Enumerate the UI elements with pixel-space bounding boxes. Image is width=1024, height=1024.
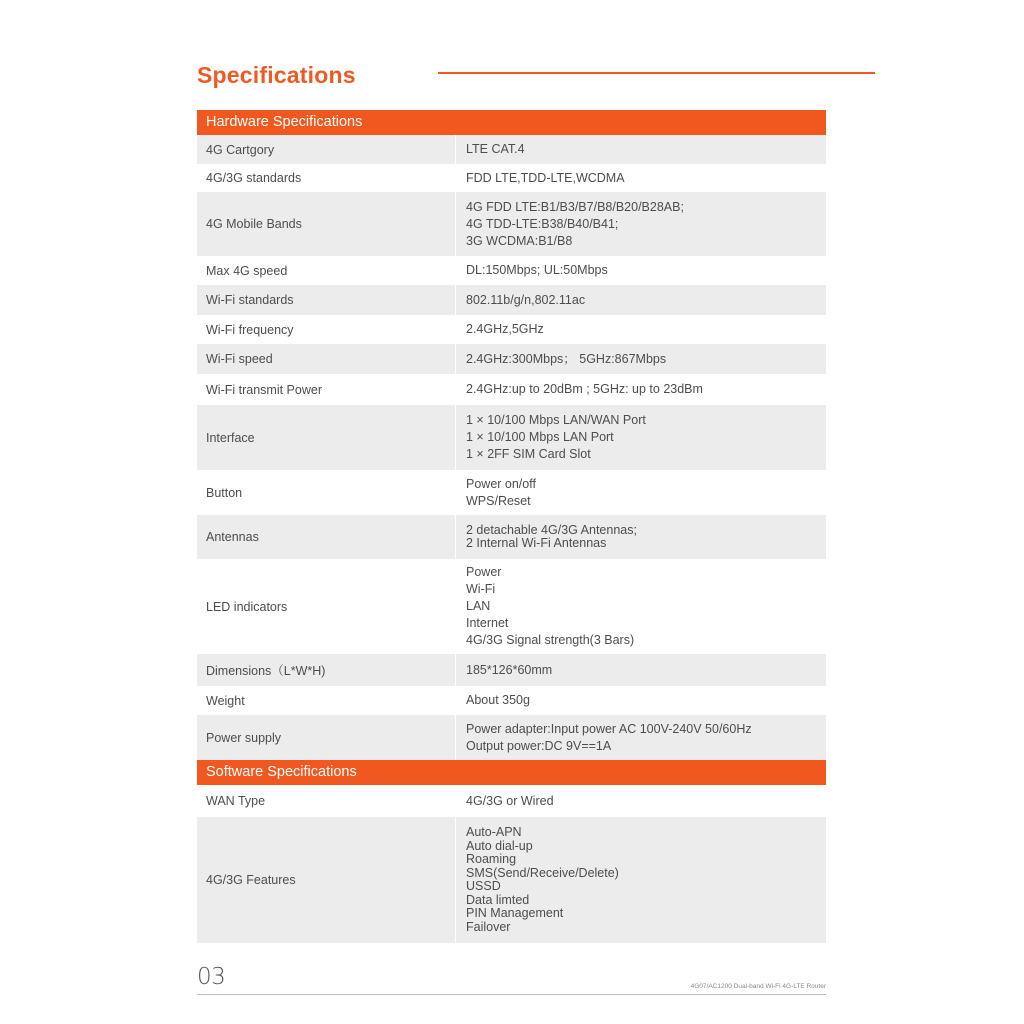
row-value-line: 4G/3G or Wired: [466, 793, 554, 808]
table-row: [197, 654, 826, 686]
row-value: [455, 315, 826, 344]
table-row: [197, 164, 826, 192]
row-value-line: USSD: [466, 879, 501, 893]
row-value: [455, 256, 826, 285]
row-value-line: 1 × 10/100 Mbps LAN/WAN Port: [466, 413, 646, 427]
row-value-line: 1 × 10/100 Mbps LAN Port: [466, 430, 614, 444]
hardware-rows: [197, 135, 826, 760]
row-value-line: 185*126*60mm: [466, 662, 553, 677]
row-label: Max 4G speed: [206, 263, 288, 278]
row-label: 4G Mobile Bands: [206, 217, 302, 231]
row-value-line: SMS(Send/Receive/Delete): [466, 865, 619, 880]
software-section-header: Software Specifications: [197, 760, 826, 785]
row-value: [455, 559, 826, 654]
row-value-line: Roaming: [466, 852, 517, 866]
row-value-line: Wi-Fi: [466, 582, 496, 596]
row-label: LED indicators: [206, 599, 288, 614]
row-value: [455, 285, 826, 315]
row-value-line: 4G/3G Signal strength(3 Bars): [466, 633, 635, 647]
row-value: [455, 135, 826, 164]
row-value-line: WPS/Reset: [466, 493, 531, 508]
table-row: [197, 817, 826, 943]
row-value: [455, 654, 826, 686]
row-value: [455, 515, 826, 559]
row-value-line: Power: [466, 565, 502, 579]
row-value: [455, 785, 826, 817]
row-value: [455, 374, 826, 405]
row-label: 4G Cartgory: [206, 142, 275, 157]
table-row: [197, 344, 826, 374]
row-value-line: Output power:DC 9V==1A: [466, 738, 612, 753]
footer-caption: 4G07/AC1200 Dual-band Wi-Fi 4G-LTE Router: [690, 983, 826, 990]
table-row: [197, 135, 826, 164]
title-divider: [438, 72, 875, 74]
row-value: [455, 470, 826, 515]
row-label: 4G/3G Features: [206, 873, 296, 887]
row-value-line: Power on/off: [466, 476, 536, 491]
row-label: Button: [206, 485, 243, 500]
row-value-line: 802.11b/g/n,802.11ac: [466, 292, 586, 307]
row-value: [455, 405, 826, 470]
row-value-line: LTE CAT.4: [466, 142, 525, 156]
row-value-line: 2.4GHz:up to 20dBm ; 5GHz: up to 23dBm: [466, 382, 703, 396]
row-value-line: 1 × 2FF SIM Card Slot: [466, 447, 591, 461]
row-value-line: Failover: [466, 919, 511, 934]
table-row: [197, 374, 826, 405]
row-label: Wi-Fi frequency: [206, 322, 294, 337]
row-value: [455, 344, 826, 374]
row-value: [455, 817, 826, 943]
row-value: [455, 715, 826, 760]
table-row: [197, 470, 826, 515]
row-value-line: Internet: [466, 616, 509, 630]
row-label: Wi-Fi standards: [206, 293, 294, 307]
row-value-line: Auto-APN: [466, 825, 522, 839]
row-value-line: PIN Management: [466, 906, 564, 920]
row-value-line: FDD LTE,TDD-LTE,WCDMA: [466, 170, 625, 185]
footer-divider: [197, 994, 826, 995]
software-rows: [197, 785, 826, 943]
spec-table: [197, 110, 826, 943]
table-row: [197, 315, 826, 344]
row-label: Dimensions（L*W*H): [206, 664, 326, 678]
table-row: [197, 192, 826, 256]
row-value-line: Power adapter:Input power AC 100V-240V 50/60Hz: [466, 721, 752, 736]
table-row: [197, 256, 826, 285]
page-title: Specifications: [197, 62, 356, 88]
table-row: [197, 559, 826, 654]
row-value-line: Auto dial-up: [466, 838, 533, 853]
row-value-line: 4G FDD LTE:B1/B3/B7/B8/B20/B28AB;: [466, 199, 684, 214]
row-value: [455, 164, 826, 192]
row-value-line: 2.4GHz,5GHz: [466, 322, 544, 336]
row-label: Wi-Fi transmit Power: [206, 382, 322, 397]
row-value-line: Data limted: [466, 892, 530, 907]
row-value-line: DL:150Mbps; UL:50Mbps: [466, 263, 608, 277]
row-value-line: 2.4GHz:300Mbps； 5GHz:867Mbps: [466, 351, 667, 366]
row-label: WAN Type: [206, 794, 266, 808]
row-value-line: 3G WCDMA:B1/B8: [466, 233, 573, 248]
table-row: [197, 515, 826, 559]
row-label: Power supply: [206, 730, 282, 745]
row-value-line: 2 detachable 4G/3G Antennas;: [466, 522, 637, 537]
row-label: Weight: [206, 693, 245, 708]
row-value-line: About 350g: [466, 693, 530, 707]
page-number: 03: [197, 964, 226, 990]
hardware-section-header: Hardware Specifications: [197, 110, 826, 135]
row-value-line: 2 Internal Wi-Fi Antennas: [466, 536, 607, 550]
row-value: [455, 686, 826, 715]
row-label: Wi-Fi speed: [206, 352, 273, 366]
table-row: [197, 285, 826, 315]
row-value-line: 4G TDD-LTE:B38/B40/B41;: [466, 216, 619, 231]
row-label: 4G/3G standards: [206, 171, 302, 185]
row-value-line: LAN: [466, 599, 491, 613]
row-value: [455, 192, 826, 256]
table-row: [197, 715, 826, 760]
table-row: [197, 686, 826, 715]
table-row: [197, 405, 826, 470]
row-label: Interface: [206, 430, 255, 445]
table-row: [197, 785, 826, 817]
row-label: Antennas: [206, 530, 259, 544]
